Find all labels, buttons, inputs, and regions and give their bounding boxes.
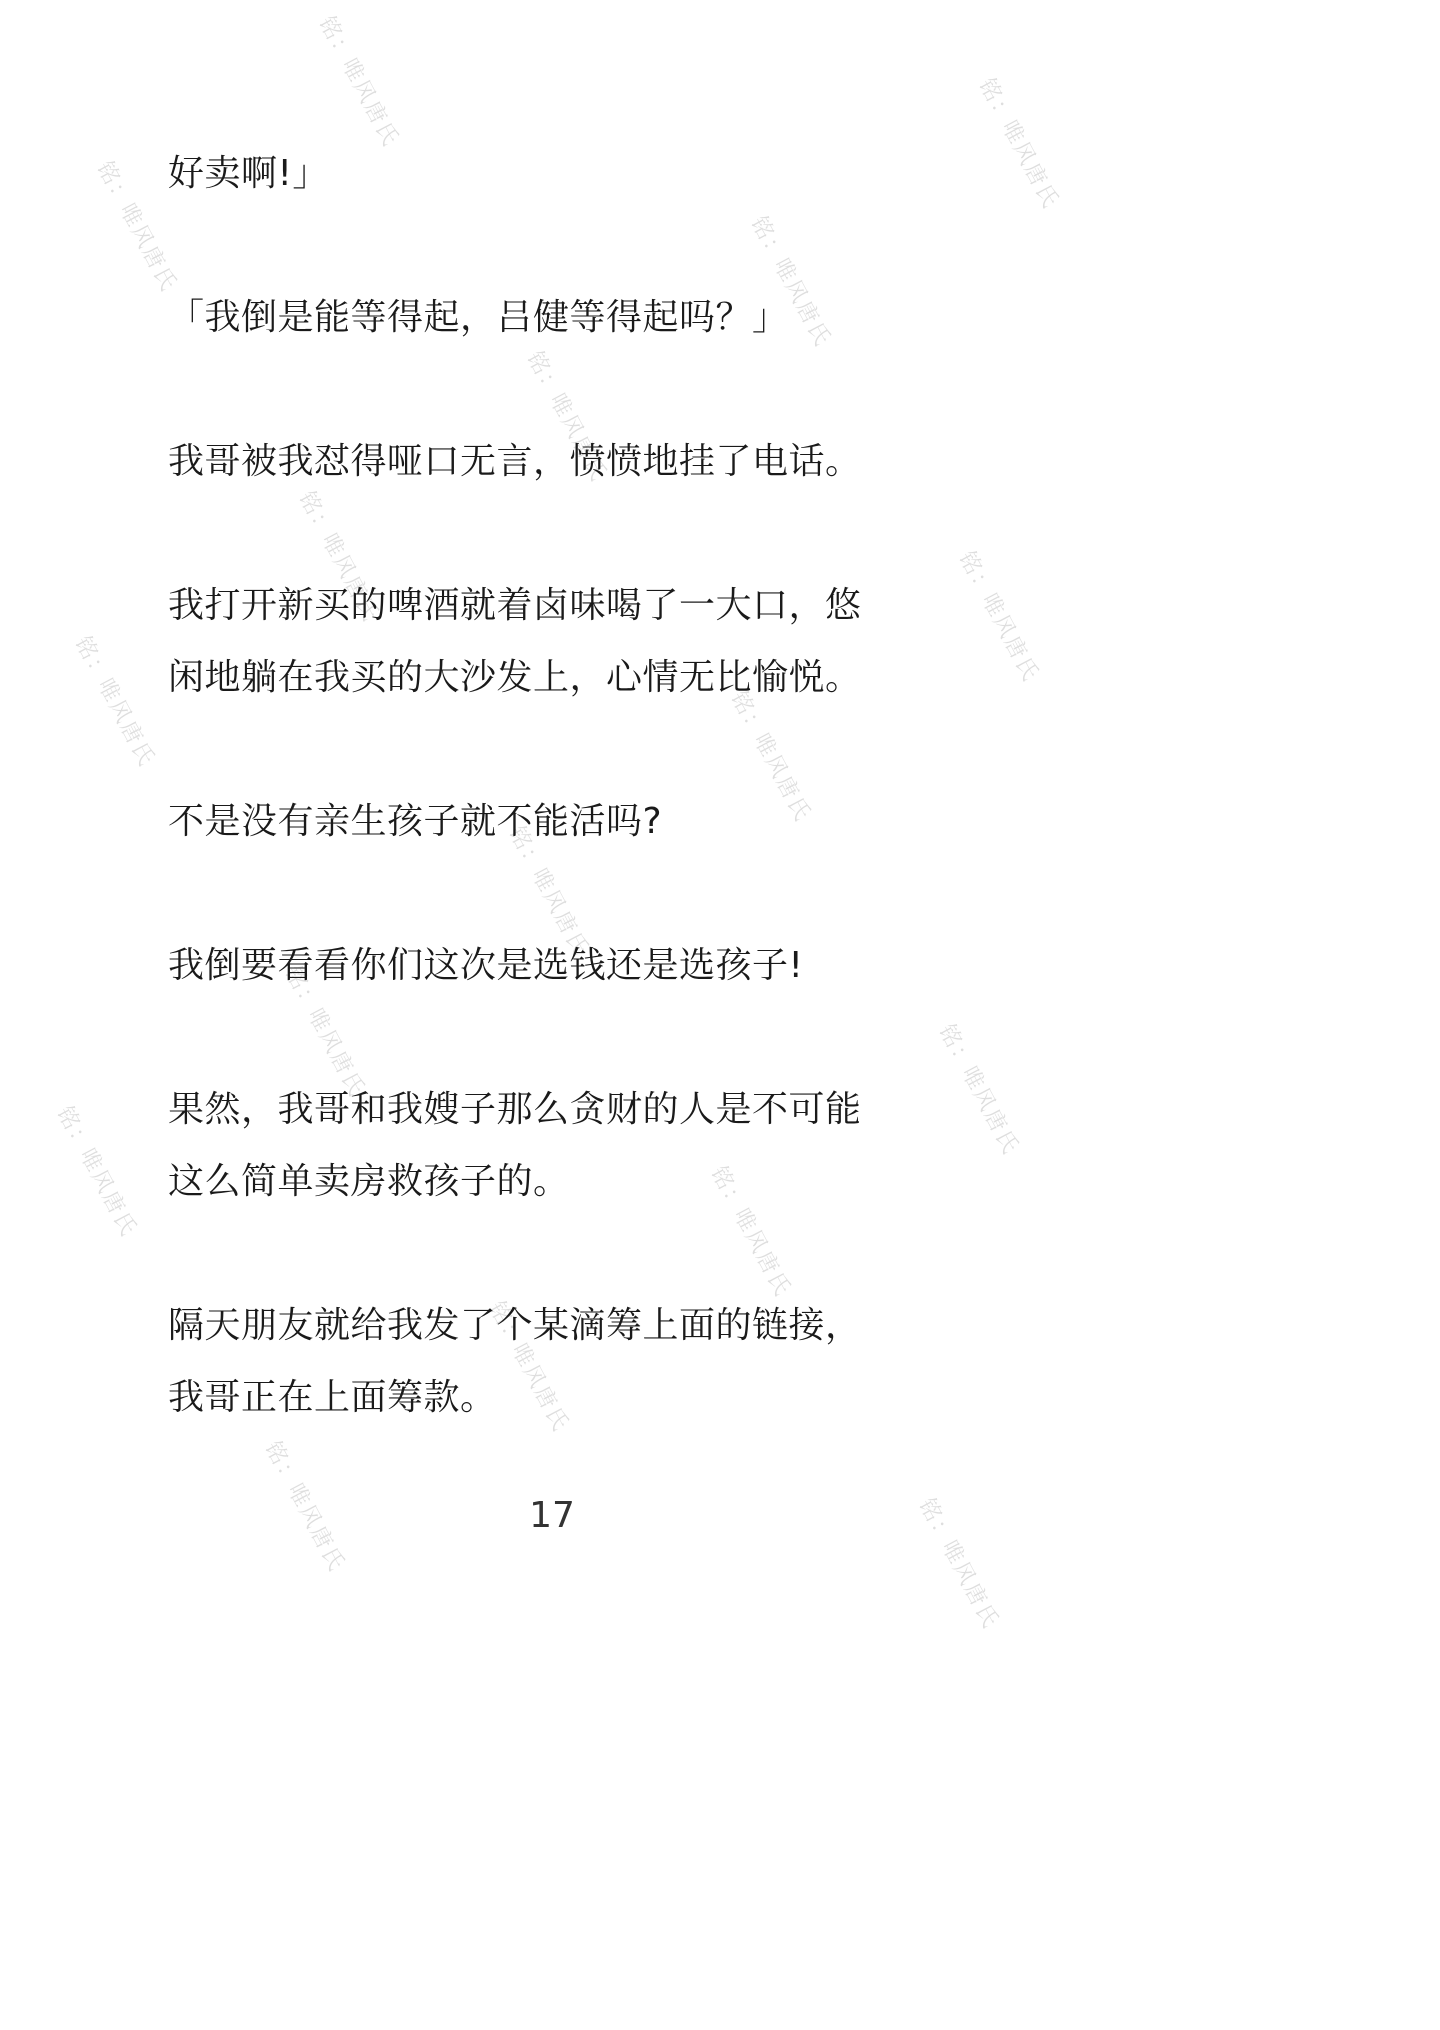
paragraph bbox=[168, 930, 958, 1002]
watermark: 铭：唯风唐氏 bbox=[973, 74, 1064, 214]
text-line: 我倒要看看你们这次是选钱还是选孩子! bbox=[168, 945, 804, 986]
text-line: 这么简单卖房救孩子的。 bbox=[168, 1161, 570, 1202]
watermark: 铭：唯风唐氏 bbox=[293, 487, 384, 627]
text-line: 我打开新买的啤酒就着卤味喝了一大口，悠 bbox=[168, 585, 862, 626]
paragraph bbox=[168, 570, 958, 714]
watermark: 铭：唯风唐氏 bbox=[503, 822, 594, 962]
paragraph bbox=[168, 282, 958, 354]
paragraph bbox=[168, 138, 958, 210]
watermark: 铭：唯风唐氏 bbox=[91, 157, 182, 297]
watermark: 铭：唯风唐氏 bbox=[259, 1437, 350, 1577]
page-number: 17 bbox=[529, 1495, 575, 1536]
text-line: 不是没有亲生孩子就不能活吗? bbox=[168, 801, 663, 842]
text-line: 好卖啊!」 bbox=[168, 153, 329, 194]
text-line: 隔天朋友就给我发了个某滴筹上面的链接， bbox=[168, 1305, 862, 1346]
watermark: 铭：唯风唐氏 bbox=[913, 1494, 1004, 1634]
paragraph bbox=[168, 426, 958, 498]
watermark: 铭：唯风唐氏 bbox=[705, 1162, 796, 1302]
text-line: 果然，我哥和我嫂子那么贪财的人是不可能 bbox=[168, 1089, 862, 1130]
watermark: 铭：唯风唐氏 bbox=[725, 687, 816, 827]
story-text bbox=[168, 138, 958, 1506]
watermark: 铭：唯风唐氏 bbox=[313, 12, 404, 152]
watermark: 铭：唯风唐氏 bbox=[483, 1297, 574, 1437]
text-line: 「我倒是能等得起，吕健等得起吗？」 bbox=[168, 297, 789, 338]
text-line: 闲地躺在我买的大沙发上，心情无比愉悦。 bbox=[168, 657, 862, 698]
paragraph bbox=[168, 1074, 958, 1218]
watermark: 铭：唯风唐氏 bbox=[521, 347, 612, 487]
text-line: 我哥被我怼得哑口无言，愤愤地挂了电话。 bbox=[168, 441, 862, 482]
watermark: 铭：唯风唐氏 bbox=[51, 1102, 142, 1242]
paragraph bbox=[168, 786, 958, 858]
watermark: 铭：唯风唐氏 bbox=[69, 632, 160, 772]
watermark: 铭：唯风唐氏 bbox=[745, 212, 836, 352]
watermark: 铭：唯风唐氏 bbox=[279, 962, 370, 1102]
text-line: 我哥正在上面筹款。 bbox=[168, 1377, 497, 1418]
watermark: 铭：唯风唐氏 bbox=[953, 547, 1044, 687]
paragraph bbox=[168, 1290, 958, 1434]
watermark: 铭：唯风唐氏 bbox=[933, 1020, 1024, 1160]
